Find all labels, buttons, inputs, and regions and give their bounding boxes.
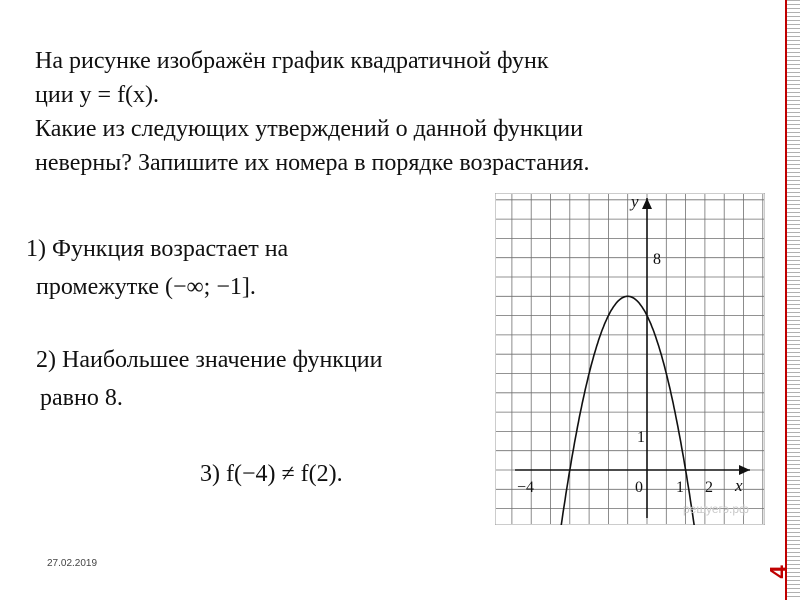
function-graph — [495, 193, 765, 525]
x-tick-label-minus-4: −4 — [517, 479, 535, 496]
graph-svg — [495, 193, 765, 525]
question-line-1: На рисунке изображён график квадратичной функ — [35, 48, 549, 74]
decorative-accent-bar — [785, 0, 787, 600]
decorative-stripe — [786, 0, 800, 600]
question-line-3: Какие из следующих утверждений о данной функции — [35, 116, 583, 142]
x-tick-label-0: 0 — [635, 479, 643, 496]
question-line-4: неверны? Запишите их номера в порядке возрастания. — [35, 150, 590, 176]
statement-3: 3) f(−4) ≠ f(2). — [200, 461, 343, 487]
statement-1-line-2: промежутке (−∞; −1]. — [36, 274, 256, 300]
y-tick-label-1: 1 — [637, 429, 645, 446]
watermark: решуегэ.рф — [683, 502, 749, 516]
page-number-text: 4 — [765, 565, 793, 579]
statement-2-line-1: 2) Наибольшее значение функции — [36, 347, 383, 373]
statement-2-line-2: равно 8. — [40, 385, 123, 411]
x-tick-label-1: 1 — [676, 479, 684, 496]
page-number — [765, 548, 793, 596]
x-axis-name: x — [735, 476, 743, 495]
x-tick-label-2: 2 — [705, 479, 713, 496]
question-line-2: ции y = f(x). — [35, 82, 160, 108]
y-axis-name: y — [631, 193, 639, 211]
statement-1-line-1: 1) Функция возрастает на — [26, 236, 289, 262]
question-text — [35, 44, 775, 180]
y-tick-label-8: 8 — [653, 251, 661, 268]
slide-date: 27.02.2019 — [47, 558, 98, 569]
